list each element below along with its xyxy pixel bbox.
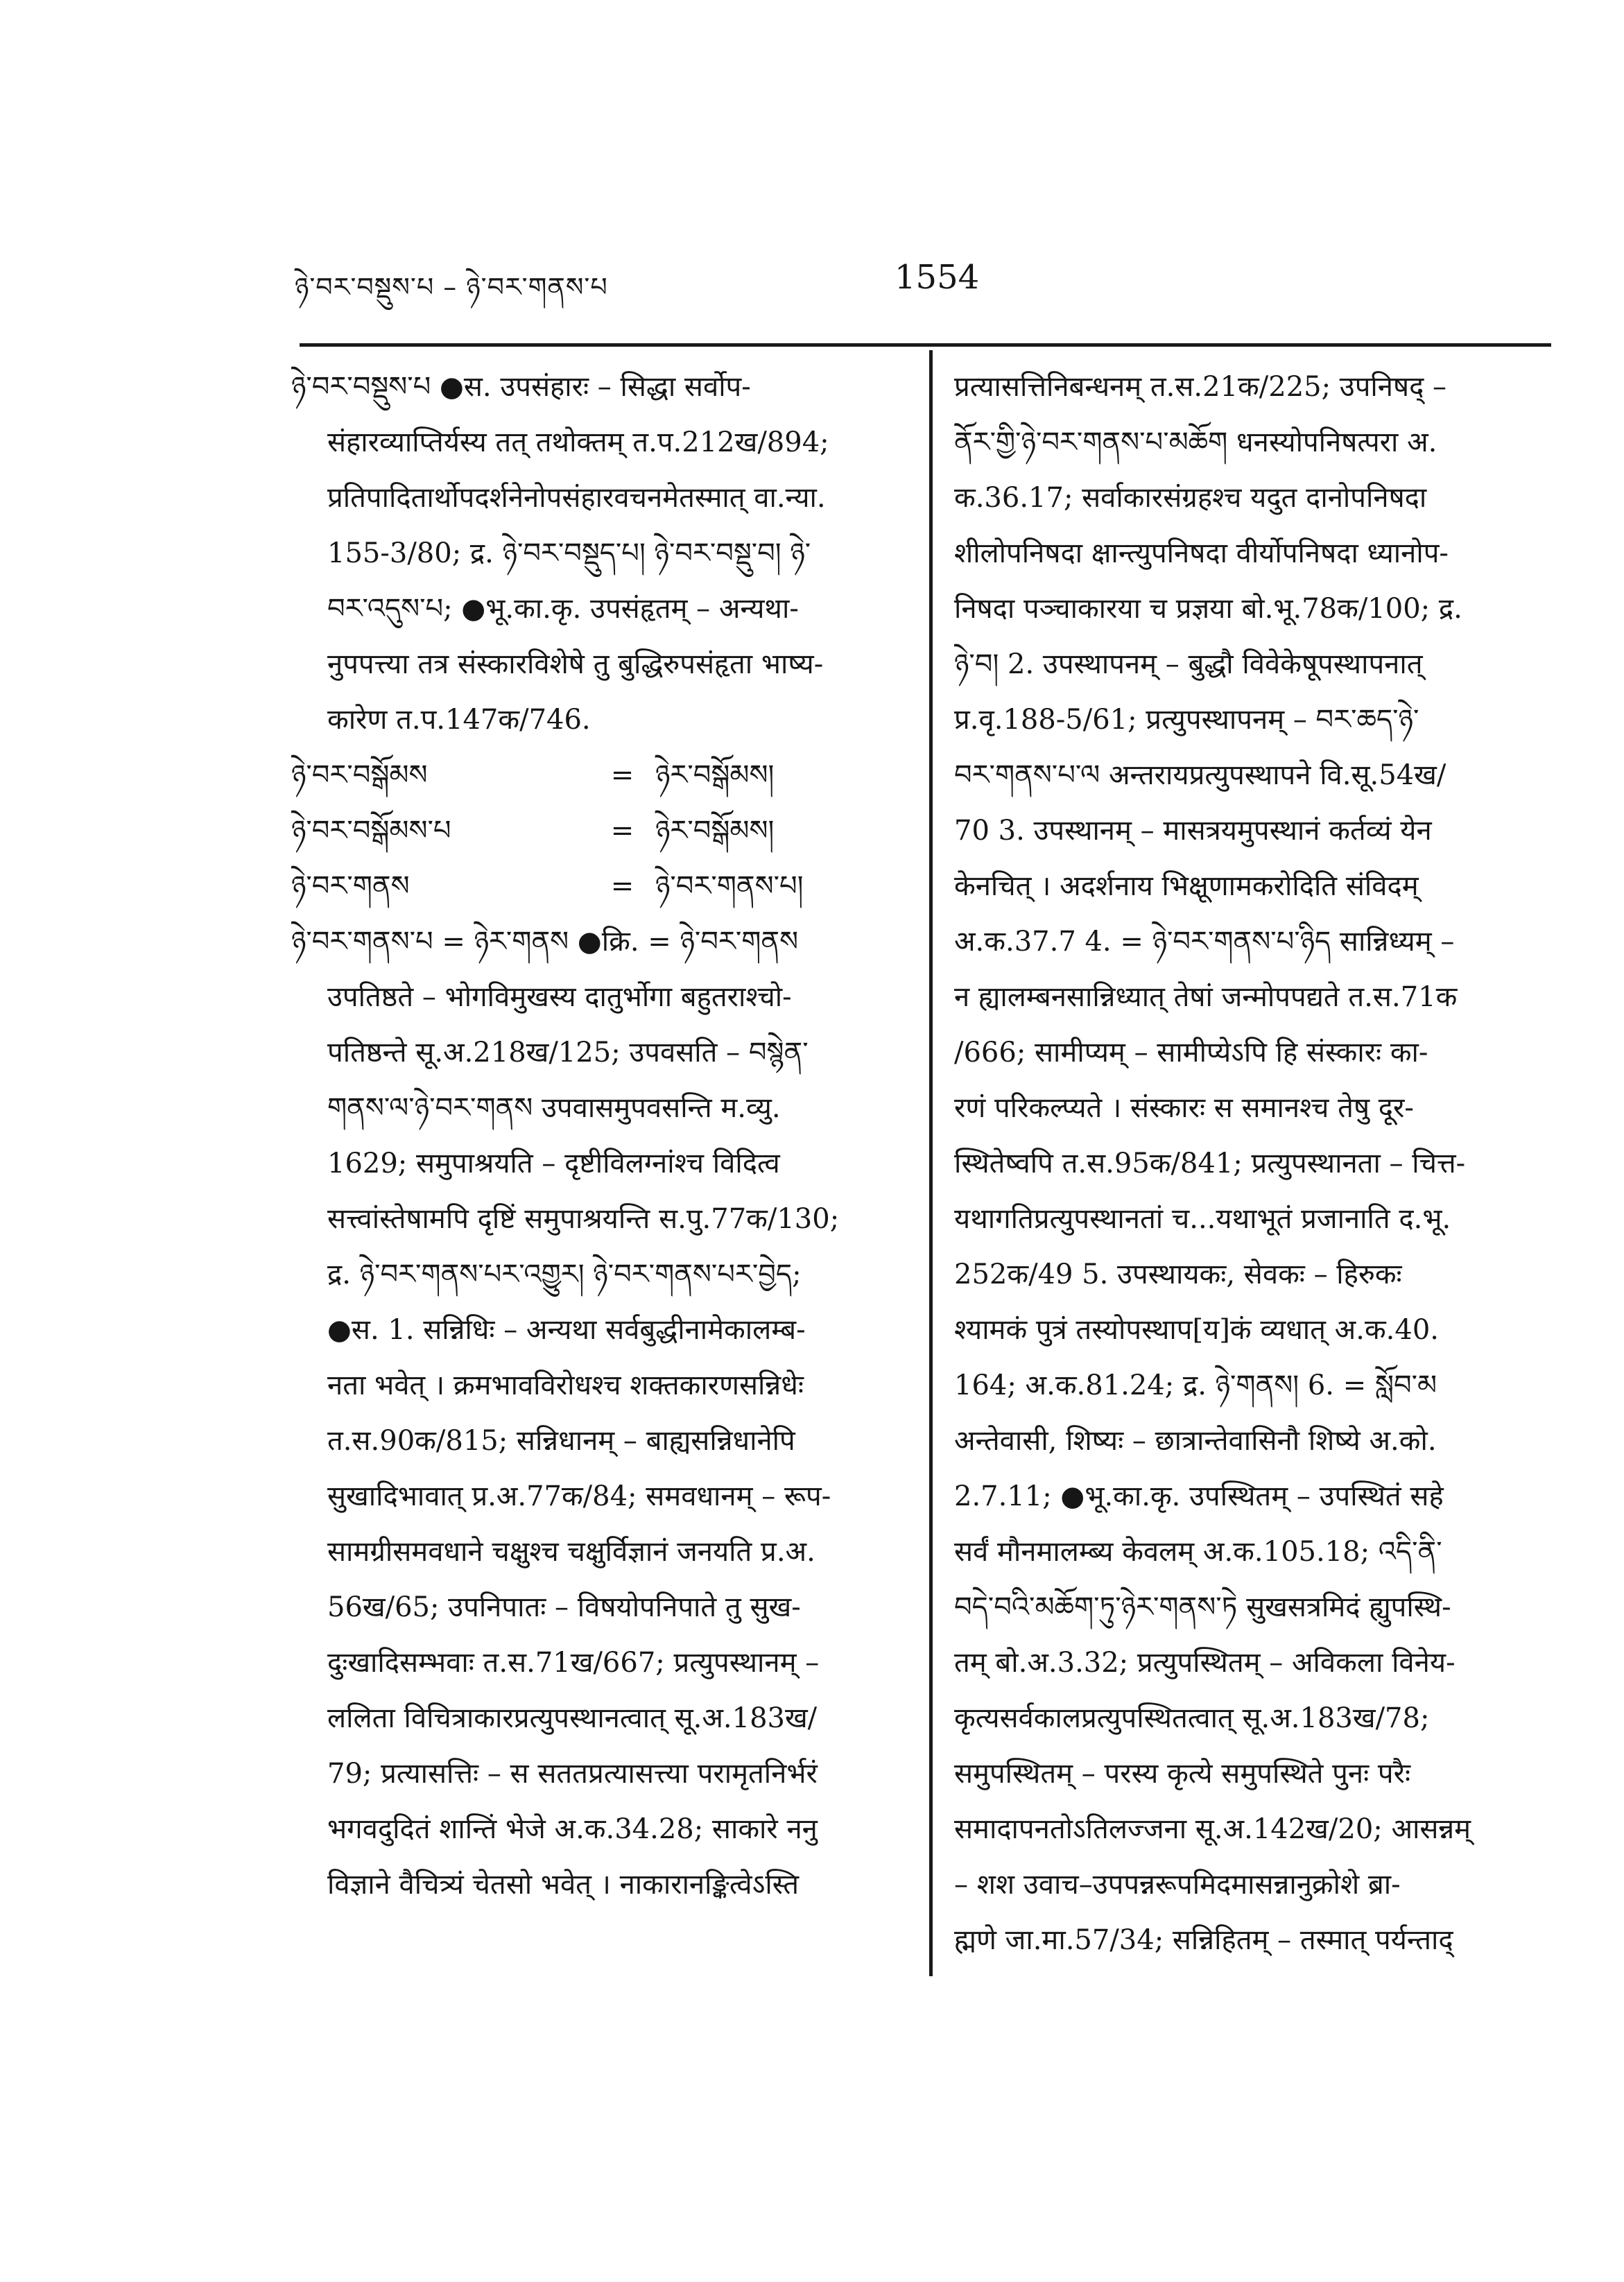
entry-line: सर्वं मौनमालम्ब्य केवलम् अ.क.105.18; འདི་ནི་ <box>954 1536 1442 1568</box>
entry-line: 1629; समुपाश्रयति – दृष्टीविलग्नांश्च विदित्व <box>327 1148 780 1179</box>
entry-line: 79; प्रत्यासत्तिः – स सततप्रत्यासत्त्या परामृतनिर्भरं <box>327 1758 818 1790</box>
entry-line: 56ख/65; उपनिपातः – विषयोपनिपाते तु सुख- <box>327 1591 801 1623</box>
xref-target: ཉེར་བསྒོམས། <box>655 759 775 791</box>
entry-line: कारेण त.प.147क/746. <box>327 704 591 736</box>
entry-line: यथागतिप्रत्युपस्थानतां च...यथाभूतं प्रजानाति द.भू. <box>954 1203 1451 1235</box>
entry-line: अ.क.37.7 4. = ཉེ་བར་གནས་པ་ཉིད सान्निध्यम् – <box>954 926 1455 958</box>
entry-line: उपतिष्ठते – भोगविमुखस्य दातुर्भोगा बहुतराश्चो- <box>327 981 792 1013</box>
entry-line: न ह्यालम्बनसान्निध्यात् तेषां जन्मोपपद्यते त.स.71क <box>954 981 1458 1013</box>
xref-target: ཉེ་བར་གནས་པ། <box>655 870 804 902</box>
entry-line: प्र.वृ.188-5/61; प्रत्युपस्थापनम् – བར་ཆད་ཉེ་ <box>954 704 1419 736</box>
entry-line: བདེ་བའི་མཆོག་ཏུ་ཉེར་གནས་ཏེ सुखसत्रमिदं ह्युपस्थि- <box>954 1591 1451 1623</box>
entry-line: 70 3. उपस्थानम् – मासत्रयमुपस्थानं कर्तव्यं येन <box>954 815 1432 847</box>
entry-line: नुपपत्त्या तत्र संस्कारविशेषे तु बुद्धिरुपसंहृता भाष्य- <box>327 648 824 680</box>
xref-target: ཉེར་བསྒོམས། <box>655 815 775 847</box>
entry-line: क.36.17; सर्वाकारसंग्रहश्च यदुत दानोपनिषदा <box>954 482 1427 514</box>
entry-line: ललिता विचित्राकारप्रत्युपस्थानत्वात् सू.अ.183ख/ <box>327 1702 818 1734</box>
xref-equals: = <box>610 759 634 791</box>
entry-line: दुःखादिसम्भवाः त.स.71ख/667; प्रत्युपस्थानम् – <box>327 1647 820 1679</box>
entry-line: सत्त्वांस्तेषामपि दृष्टिं समुपाश्रयन्ति स.पु.77क/130; <box>327 1203 840 1235</box>
cross-reference <box>291 747 901 803</box>
column-divider <box>929 350 933 1976</box>
entry-line: གནས་ལ་ཉེ་བར་གནས उपवासमुपवसन्ति म.व्यु. <box>327 1092 781 1124</box>
entry-line: 155-3/80; द्र. ཉེ་བར་བསྡུད་པ། ཉེ་བར་བསྡུ་བ། ཉེ་ <box>327 537 811 569</box>
entry-nye-bar-gnas-pa <box>291 914 901 1912</box>
entry-line: ཉེ་བ། 2. उपस्थापनम् – बुद्धौ विवेकेषूपस्थापनात् <box>954 648 1423 680</box>
entry-line: ह्मणे जा.मा.57/34; सन्निहितम् – तस्मात् पर्यन्ताद् <box>954 1924 1453 1956</box>
entry-line: 164; अ.क.81.24; द्र. ཉེ་གནས། 6. = སློབ་མ <box>954 1369 1437 1401</box>
entry-line: स्थितेष्वपि त.स.95क/841; प्रत्युपस्थानता – चित्त- <box>954 1148 1466 1179</box>
entry-line: समुपस्थितम् – परस्य कृत्ये समुपस्थिते पुनः परैः <box>954 1758 1411 1790</box>
entry-line: निषदा पञ्चाकारया च प्रज्ञया बो.भू.78क/100; द्र. <box>954 593 1462 625</box>
entry-line: प्रतिपादितार्थोपदर्शनेनोपसंहारवचनमेतस्मात् वा.न्या. <box>327 482 826 514</box>
xref-term: ཉེ་བར་བསྒོམས <box>291 759 428 791</box>
entry-line: त.स.90क/815; सन्निधानम् – बाह्यसन्निधानेपि <box>327 1425 795 1457</box>
header-rule <box>300 343 1551 347</box>
left-column <box>291 359 901 1982</box>
page-number: 1554 <box>895 258 980 297</box>
entry-nye-bar-bsdus-pa <box>291 359 901 747</box>
cross-reference <box>291 803 901 858</box>
entry-line: श्यामकं पुत्रं तस्योपस्थाप[य]कं व्यधात् अ.क.40. <box>954 1314 1439 1346</box>
entry-line: विज्ञाने वैचित्र्यं चेतसो भवेत् । नाकारानङ्कित्वेऽस्ति <box>327 1869 800 1901</box>
xref-term: ཉེ་བར་བསྒོམས་པ <box>291 815 451 847</box>
entry-line: ●स. 1. सन्निधिः – अन्यथा सर्वबुद्धीनामेकालम्ब- <box>327 1314 806 1346</box>
entry-line: सुखादिभावात् प्र.अ.77क/84; समवधानम् – रूप- <box>327 1480 831 1512</box>
xref-term: ཉེ་བར་གནས <box>291 870 410 902</box>
entry-line: བར་འདུས་པ; ●भू.का.कृ. उपसंहृतम् – अन्यथा- <box>327 593 799 625</box>
entry-line: संहारव्याप्तिर्यस्य तत् तथोक्तम् त.प.212ख/894; <box>327 426 829 458</box>
xref-equals: = <box>610 870 634 902</box>
entry-line: नता भवेत् । क्रमभावविरोधश्च शक्तकारणसन्निधेः <box>327 1369 804 1401</box>
entry-line: द्र. ཉེ་བར་གནས་པར་འགྱུར། ཉེ་བར་གནས་པར་བྱེད; <box>327 1259 802 1290</box>
entry-headword-line: ཉེ་བར་བསྡུས་པ ●स. उपसंहारः – सिद्धा सर्वोप- <box>291 371 751 403</box>
entry-line: ནོར་གྱི་ཉེ་བར་གནས་པ་མཆོག धनस्योपनिषत्परा अ. <box>954 426 1437 458</box>
entry-line: अन्तेवासी, शिष्यः – छात्रान्तेवासिनौ शिष्ये अ.को. <box>954 1425 1437 1457</box>
right-column <box>954 359 1553 1982</box>
entry-line: भगवदुदितं शान्तिं भेजे अ.क.34.28; साकारे ननु <box>327 1813 818 1845</box>
entry-line: /666; सामीप्यम् – सामीप्येऽपि हि संस्कारः का- <box>954 1037 1428 1069</box>
running-head: ཉེ་བར་བསྡུས་པ – ཉེ་བར་གནས་པ <box>295 272 608 302</box>
entry-line: रणं परिकल्प्यते । संस्कारः स समानश्च तेषु दूर- <box>954 1092 1414 1124</box>
entry-line: समादापनतोऽतिलज्जना सू.अ.142ख/20; आसन्नम् <box>954 1813 1471 1845</box>
entry-line: བར་གནས་པ་ལ अन्तरायप्रत्युपस्थापने वि.सू.54ख/ <box>954 759 1446 791</box>
entry-line: तम् बो.अ.3.32; प्रत्युपस्थितम् – अविकला विनेय- <box>954 1647 1455 1679</box>
entry-line: प्रत्यासत्तिनिबन्धनम् त.स.21क/225; उपनिषद् – <box>954 371 1447 403</box>
cross-reference <box>291 858 901 914</box>
entry-line: कृत्यसर्वकालप्रत्युपस्थितत्वात् सू.अ.183ख/78; <box>954 1702 1430 1734</box>
entry-line: 2.7.11; ●भू.का.कृ. उपस्थितम् – उपस्थितं सहे <box>954 1480 1444 1512</box>
entry-headword-line: ཉེ་བར་གནས་པ = ཉེར་གནས ●क्रि. = ཉེ་བར་གནས <box>291 926 799 958</box>
xref-equals: = <box>610 815 634 847</box>
entry-line: केनचित् । अदर्शनाय भिक्षूणामकरोदिति संविदम् <box>954 870 1419 902</box>
entry-line: सामग्रीसमवधाने चक्षुश्च चक्षुर्विज्ञानं जनयति प्र.अ. <box>327 1536 815 1568</box>
entry-line: – शश उवाच–उपपन्नरूपमिदमासन्नानुक्रोशे ब्रा- <box>954 1869 1401 1901</box>
entry-line: पतिष्ठन्ते सू.अ.218ख/125; उपवसति – བསྙེན་ <box>327 1037 809 1069</box>
entry-line: शीलोपनिषदा क्षान्त्युपनिषदा वीर्योपनिषदा ध्यानोप- <box>954 537 1449 569</box>
entry-line: 252क/49 5. उपस्थायकः, सेवकः – हिरुकः <box>954 1259 1402 1290</box>
